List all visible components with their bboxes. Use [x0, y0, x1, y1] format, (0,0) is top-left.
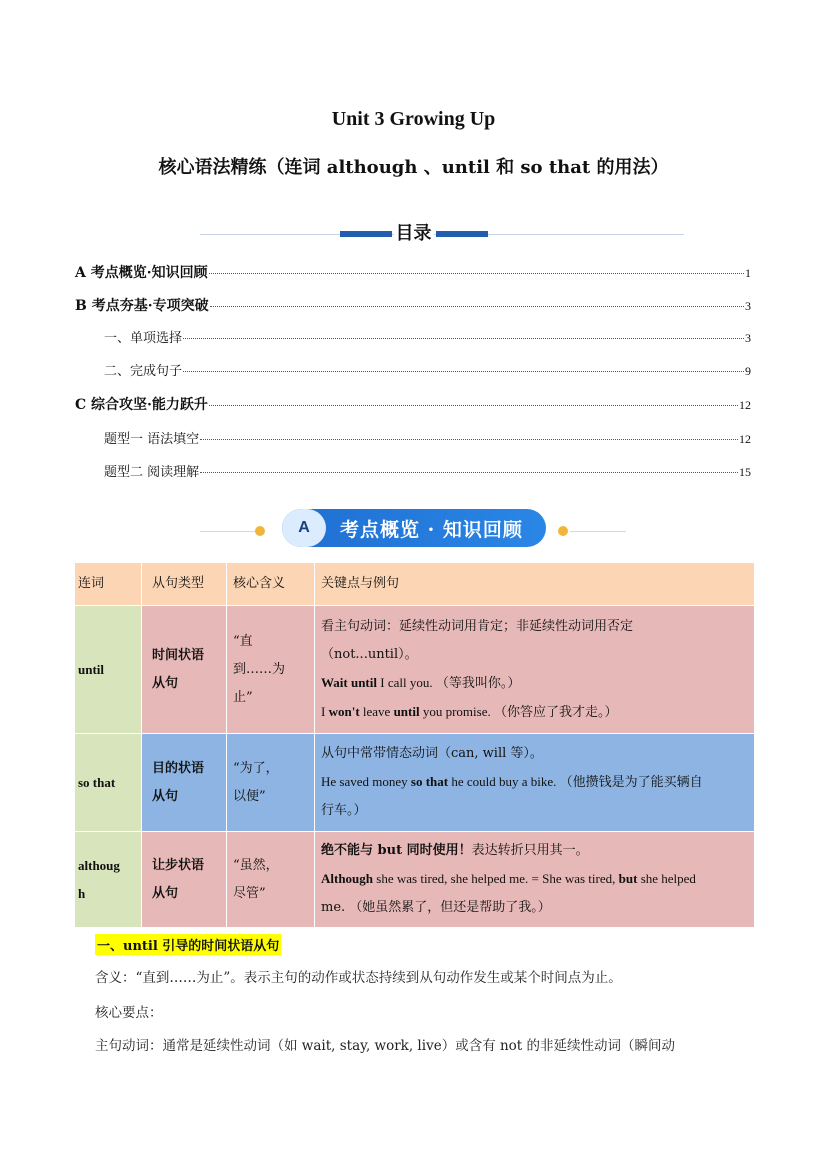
- toc-item[interactable]: 题型一 语法填空 12: [104, 432, 751, 447]
- banner-dot-right: [558, 526, 568, 536]
- toc-heading: 目录: [395, 223, 432, 244]
- banner-line-left: [200, 531, 258, 532]
- meaning-cell: “直 到……为 止”: [227, 606, 315, 734]
- paragraph: 核心要点：: [95, 1005, 163, 1021]
- table-row: [75, 734, 755, 832]
- paragraph: 主句动词：通常是延续性动词（如 wait, stay, work, live）或含有 not 的非延续性动词（瞬间动: [95, 1038, 676, 1054]
- banner-letter: A: [282, 509, 326, 547]
- toc-item[interactable]: C 综合攻坚·能力跃升 12: [75, 397, 751, 413]
- paragraph: 含义：“直到……为止”。表示主句的动作或状态持续到从句动作发生或某个时间点为止。: [95, 970, 622, 986]
- key-points-cell: 从句中常带情态动词（can, will 等）。 He saved money so that he could buy a bike. （他攒钱是为了能买辆自 行车。）: [315, 734, 755, 832]
- meaning-cell: “为了， 以便”: [227, 734, 315, 832]
- banner-title: 考点概览 · 知识回顾: [340, 518, 523, 541]
- document-subtitle: 核心语法精练（连词 although 、until 和 so that 的用法）: [158, 157, 669, 178]
- toc-item[interactable]: 二、完成句子 9: [104, 364, 751, 379]
- conjunction-cell: so that: [75, 734, 142, 832]
- clause-type-cell: 让步状语 从句: [142, 832, 227, 928]
- header-cell: 连词: [75, 563, 142, 606]
- section-banner: [282, 509, 546, 547]
- header-cell: 从句类型: [142, 563, 227, 606]
- toc-item[interactable]: B 考点夯基·专项突破 3: [75, 298, 751, 314]
- key-points-cell: 绝不能与 but 同时使用！表达转折只用其一。 Although she was tired, she helped me. = She was tired, but she helped me. （她虽然累了，但还是帮助了我。）: [315, 832, 755, 928]
- conjunction-cell: althoug h: [75, 832, 142, 928]
- table-row: [75, 832, 755, 928]
- meaning-cell: “虽然， 尽管”: [227, 832, 315, 928]
- section-heading: 一、until 引导的时间状语从句: [95, 934, 281, 955]
- toc-item[interactable]: 题型二 阅读理解 15: [104, 465, 751, 480]
- key-points-cell: 看主句动词：延续性动词用肯定；非延续性动词用否定 （not...until）。 Wait until I call you. （等我叫你。） I won't leave until you promise. （你答应了我才走。）: [315, 606, 755, 734]
- document-title: Unit 3 Growing Up: [331, 108, 496, 130]
- conjunction-cell: until: [75, 606, 142, 734]
- header-cell: 核心含义: [227, 563, 315, 606]
- banner-dot-left: [255, 526, 265, 536]
- grammar-table: [74, 562, 755, 928]
- clause-type-cell: 时间状语 从句: [142, 606, 227, 734]
- toc-item[interactable]: 一、单项选择 3: [104, 331, 751, 346]
- banner-line-right: [570, 531, 626, 532]
- table-row: [75, 606, 755, 734]
- table-header-row: [75, 563, 755, 606]
- clause-type-cell: 目的状语 从句: [142, 734, 227, 832]
- header-cell: 关键点与例句: [315, 563, 755, 606]
- toc-item[interactable]: A 考点概览·知识回顾 1: [75, 265, 751, 281]
